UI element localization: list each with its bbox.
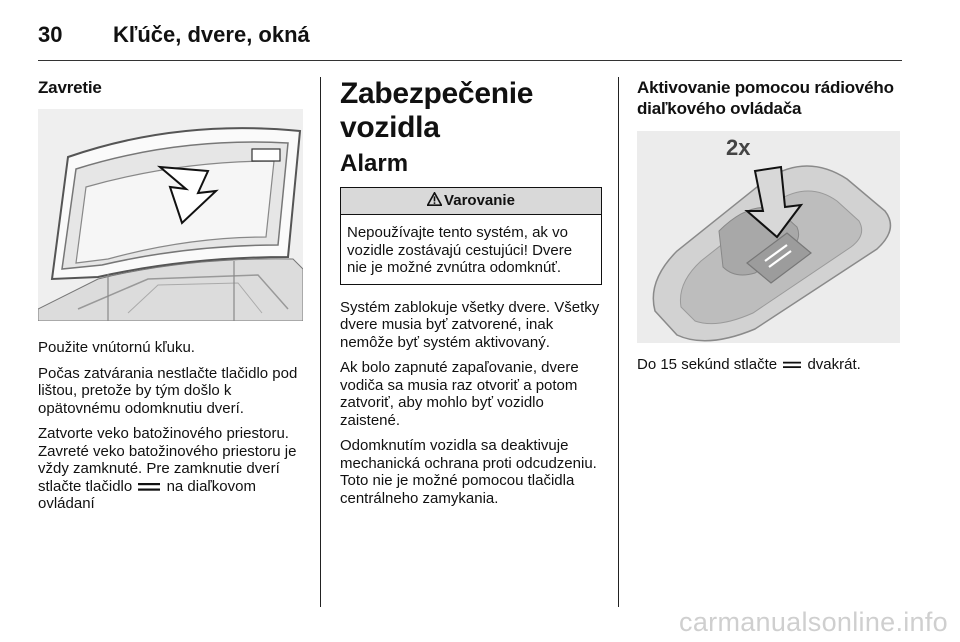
warning-label: Varovanie	[444, 192, 515, 209]
remote-key-illustration	[637, 131, 900, 343]
warning-text: Nepoužívajte tento systém, ak vo vozidle zostávajú cestujúci! Dvere nie je možné zvnútra odomknúť.	[347, 224, 573, 276]
paragraph-close-tailgate	[38, 425, 308, 513]
paragraph-use-handle: Použite vnútornú kľuku.	[38, 339, 195, 356]
warning-header	[341, 188, 601, 215]
section-heading-closing: Zavretie	[38, 78, 102, 97]
text-remote-control: na diaľkovom ovládaní	[38, 477, 256, 512]
paragraph-ignition: Ak bolo zapnuté zapaľovanie, dvere vodiča sa musia raz otvoriť a potom zatvoriť, aby mohlo byť vozidlo zaistené.	[340, 359, 579, 429]
warning-box	[340, 187, 602, 285]
press-twice-label: 2x	[726, 135, 751, 160]
section-heading-remote-activation: Aktivovanie pomocou rádiového diaľkového ovládača	[637, 78, 894, 118]
column-divider-2	[618, 77, 619, 607]
paragraph-system-locks: Systém zablokuje všetky dvere. Všetky dvere musia byť zatvorené, inak nemôže byť systém aktivovaný.	[340, 298, 600, 351]
paragraph-do-not-press: Počas zatvárania nestlačte tlačidlo pod lištou, pretože by tým došlo k opätovnému odomknutiu dverí.	[38, 364, 298, 417]
text-within-seconds: Do 15 sekúnd stlačte	[637, 356, 778, 373]
tailgate-drawing	[38, 109, 303, 321]
subsection-title-alarm: Alarm	[340, 150, 409, 177]
chapter-title: Kľúče, dvere, okná	[113, 22, 310, 47]
warning-triangle-icon	[427, 192, 442, 206]
remote-key-drawing	[637, 131, 900, 343]
lock-button-icon	[138, 482, 160, 492]
column-remote-activation	[637, 77, 907, 382]
section-title-vehicle-security: Zabezpečenie vozidla	[340, 77, 534, 144]
tailgate-illustration	[38, 109, 303, 321]
column-closing	[38, 77, 308, 521]
paragraph-press-twice	[637, 356, 907, 374]
text-twice: dvakrát.	[807, 356, 861, 373]
column-vehicle-security	[340, 77, 605, 515]
header-rule	[38, 60, 902, 61]
watermark: carmanualsonline.info	[679, 607, 948, 637]
lock-button-icon	[783, 360, 801, 370]
page-number: 30	[38, 22, 63, 47]
column-divider-1	[320, 77, 321, 607]
text-close-tailgate: Zatvorte veko batožinového priestoru. Zavreté veko batožinového priestoru je vždy zamknuté. Pre zamknutie dverí stlačte tlačidlo	[38, 425, 297, 495]
paragraph-unlocking: Odomknutím vozidla sa deaktivuje mechanická ochrana proti odcudzeniu. Toto nie je možné pomocou tlačidla centrálneho zamykania.	[340, 437, 597, 507]
